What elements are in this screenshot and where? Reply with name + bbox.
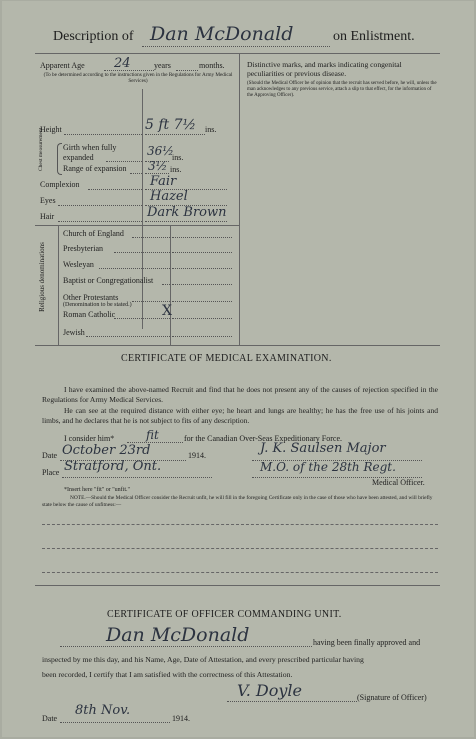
complexion-value: Fair — [150, 174, 177, 189]
age-note: (To be determined according to the instructions given in the Regulations for Army Medical Services) — [43, 72, 233, 84]
roman-catholic-mark: X — [162, 303, 172, 319]
insert-note: *Insert here "fit" or "unfit." — [64, 487, 130, 493]
expansion-value: 3½ — [148, 159, 168, 173]
commanding-date-label: Date — [42, 714, 58, 723]
girth-label: Girth when fully expanded — [63, 143, 117, 162]
religion-other-protestants: Other Protestants — [63, 293, 119, 302]
medical-certificate-title: CERTIFICATE OF MEDICAL EXAMINATION. — [121, 353, 332, 364]
commanding-year: 1914. — [172, 714, 190, 723]
medical-place-label: Place — [42, 468, 60, 477]
distinctive-marks-heading: Distinctive marks, and marks indicating congenital peculiarities or previous disease. — [247, 60, 402, 78]
height-unit: ins. — [205, 125, 217, 134]
religion-baptist: Baptist or Congregationalist — [63, 276, 154, 285]
expansion-unit: ins. — [170, 165, 182, 174]
hair-value: Dark Brown — [147, 205, 227, 220]
medical-officer-signature: J. K. Saulsen Major — [260, 441, 386, 456]
religion-side-label: Religious denominations — [38, 242, 46, 312]
commanding-certificate-title: CERTIFICATE OF OFFICER COMMANDING UNIT. — [107, 609, 342, 620]
expansion-label: Range of expansion — [63, 164, 127, 173]
medical-date-value: October 23rd — [62, 443, 151, 458]
commanding-date-value: 8th Nov. — [75, 703, 131, 718]
chest-label: Chest measurement — [38, 127, 44, 171]
medical-officer-title: Medical Officer. — [372, 478, 425, 487]
medical-officer-unit: M.O. of the 28th Regt. — [260, 460, 396, 474]
soldier-name: Dan McDonald — [150, 23, 294, 45]
religion-jewish: Jewish — [63, 328, 85, 337]
years-label: years — [154, 61, 171, 70]
height-value: 5 ft 7½ — [145, 117, 197, 133]
religion-wesleyan: Wesleyan — [63, 260, 94, 269]
medical-para-1: I have examined the above-named Recruit and find that he does not present any of the causes of rejection specified in the Regulations for Army Medical Services. — [42, 385, 438, 404]
religion-church-of-england: Church of England — [63, 229, 124, 238]
girth-unit: ins. — [172, 153, 184, 162]
medical-year: 1914. — [188, 451, 206, 460]
commanding-signature: V. Doyle — [237, 681, 303, 700]
eyes-value: Hazel — [150, 189, 188, 204]
consider-suffix: for the Canadian Over-Seas Expeditionary Force. — [184, 434, 343, 443]
description-header — [53, 29, 133, 45]
hair-label: Hair — [40, 212, 55, 221]
religion-presbyterian: Presbyterian — [63, 244, 103, 253]
commanding-line2: inspected by me this day, and his Name, Age, Date of Attestation, and every prescribed particular having — [42, 655, 364, 664]
religion-roman-catholic: Roman Catholic — [63, 310, 116, 319]
commanding-line1-suffix: having been finally approved and — [313, 638, 421, 647]
signature-of-officer-label: (Signature of Officer) — [357, 693, 427, 702]
months-label: months. — [199, 61, 225, 70]
height-label: Height — [40, 125, 62, 134]
apparent-age-value: 24 — [114, 56, 131, 71]
girth-value: 36½ — [147, 144, 174, 158]
consider-prefix: I consider him* — [64, 434, 115, 443]
fitness-value: fit — [146, 428, 159, 442]
commanding-name-value: Dan McDonald — [106, 624, 250, 646]
eyes-label: Eyes — [40, 196, 56, 205]
unfit-note: NOTE.—Should the Medical Officer consider the Recruit unfit, he will fill in the foregoing Certificate only in the case of those who have been attested, and will briefly state below the cause of unfitness:— — [42, 495, 433, 508]
medical-para-2: He can see at the required distance with either eye; he heart and lungs are healthy; he has the free use of his joints and limbs, and he declares that he is not subject to fits of any description. — [42, 406, 438, 425]
distinctive-marks-note: (Should the Medical Officer be of opinion that the recruit has served before, he will, unless the man acknowledges to any previous service, attach a slip to that effect, for the information of the Approving Officer). — [247, 81, 437, 98]
medical-date-label: Date — [42, 451, 58, 460]
apparent-age-label: Apparent Age — [40, 61, 85, 70]
protestant-note: (Denomination to be stated.) — [63, 302, 132, 308]
description-prefix: Description of — [53, 29, 134, 44]
complexion-label: Complexion — [40, 180, 80, 189]
description-suffix: on Enlistment. — [333, 29, 415, 44]
enlistment-form — [2, 1, 474, 737]
medical-place-value: Stratford, Ont. — [64, 459, 162, 474]
commanding-line3: been recorded, I certify that I am satisfied with the correctness of this Attestation. — [42, 670, 293, 679]
